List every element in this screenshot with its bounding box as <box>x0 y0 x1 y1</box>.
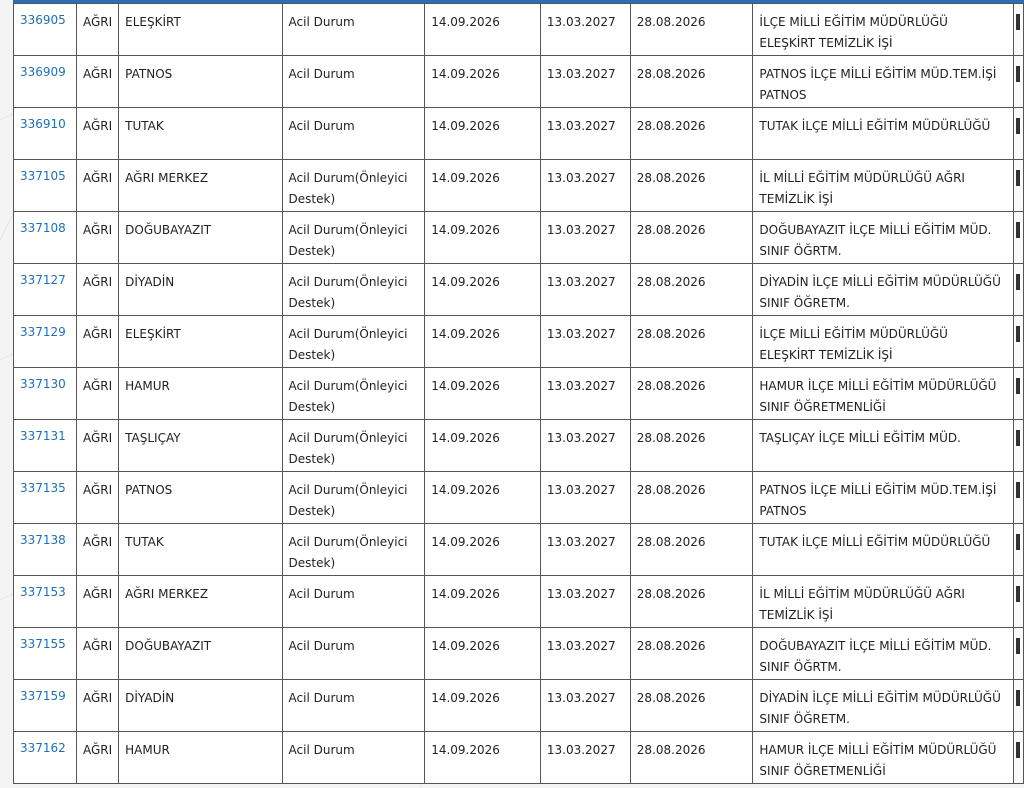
cell-id <box>14 4 77 56</box>
cell-city: AĞRI <box>76 472 118 524</box>
cell-date: 28.08.2026 <box>630 628 753 680</box>
record-id-link[interactable]: 336909 <box>20 65 66 79</box>
cell-start-date: 14.09.2026 <box>425 472 541 524</box>
cell-city: AĞRI <box>76 160 118 212</box>
cell-start-date: 14.09.2026 <box>425 420 541 472</box>
record-id-link[interactable]: 336910 <box>20 117 66 131</box>
cutoff-marker <box>1016 586 1020 602</box>
cell-id <box>14 316 77 368</box>
cell-end-date: 13.03.2027 <box>540 420 630 472</box>
cell-unit: İL MİLLİ EĞİTİM MÜDÜRLÜĞÜ AĞRI TEMİZLİK İŞİ <box>753 576 1014 628</box>
record-id-link[interactable]: 337127 <box>20 273 66 287</box>
cell-district: DOĞUBAYAZIT <box>119 628 282 680</box>
cell-end-date: 13.03.2027 <box>540 108 630 160</box>
table-row <box>14 472 1024 524</box>
cell-id <box>14 732 77 784</box>
cell-id <box>14 108 77 160</box>
cell-id <box>14 524 77 576</box>
cell-date: 28.08.2026 <box>630 576 753 628</box>
cell-unit: TUTAK İLÇE MİLLİ EĞİTİM MÜDÜRLÜĞÜ <box>753 524 1014 576</box>
cell-district: HAMUR <box>119 368 282 420</box>
cell-district: PATNOS <box>119 56 282 108</box>
cell-cutoff <box>1013 628 1023 680</box>
record-id-link[interactable]: 337153 <box>20 585 66 599</box>
record-id-link[interactable]: 337130 <box>20 377 66 391</box>
cell-id <box>14 472 77 524</box>
cell-district: PATNOS <box>119 472 282 524</box>
cell-end-date: 13.03.2027 <box>540 316 630 368</box>
cell-type: Acil Durum <box>282 56 425 108</box>
cell-city: AĞRI <box>76 732 118 784</box>
cell-id <box>14 368 77 420</box>
cell-city: AĞRI <box>76 264 118 316</box>
record-id-link[interactable]: 337135 <box>20 481 66 495</box>
record-id-link[interactable]: 337131 <box>20 429 66 443</box>
cell-unit: DİYADİN İLÇE MİLLİ EĞİTİM MÜDÜRLÜĞÜ SINIF ÖĞRETM. <box>753 680 1014 732</box>
cell-start-date: 14.09.2026 <box>425 576 541 628</box>
cell-date: 28.08.2026 <box>630 264 753 316</box>
cell-end-date: 13.03.2027 <box>540 212 630 264</box>
cell-id <box>14 212 77 264</box>
cutoff-marker <box>1016 690 1020 706</box>
cell-cutoff <box>1013 160 1023 212</box>
cell-type: Acil Durum(Önleyici Destek) <box>282 524 425 576</box>
cell-district: ELEŞKİRT <box>119 316 282 368</box>
table-row <box>14 576 1024 628</box>
cell-type: Acil Durum(Önleyici Destek) <box>282 472 425 524</box>
cell-end-date: 13.03.2027 <box>540 264 630 316</box>
cell-district: HAMUR <box>119 732 282 784</box>
cell-city: AĞRI <box>76 56 118 108</box>
cell-start-date: 14.09.2026 <box>425 4 541 56</box>
cell-id <box>14 264 77 316</box>
cell-end-date: 13.03.2027 <box>540 576 630 628</box>
cell-date: 28.08.2026 <box>630 56 753 108</box>
cell-type: Acil Durum <box>282 732 425 784</box>
cell-cutoff <box>1013 472 1023 524</box>
cell-unit: TUTAK İLÇE MİLLİ EĞİTİM MÜDÜRLÜĞÜ <box>753 108 1014 160</box>
cell-cutoff <box>1013 524 1023 576</box>
cell-type: Acil Durum <box>282 628 425 680</box>
table-row <box>14 628 1024 680</box>
cell-cutoff <box>1013 4 1023 56</box>
cell-city: AĞRI <box>76 4 118 56</box>
cell-city: AĞRI <box>76 368 118 420</box>
cell-district: TUTAK <box>119 524 282 576</box>
cell-unit: DİYADİN İLÇE MİLLİ EĞİTİM MÜDÜRLÜĞÜ SINIF ÖĞRETM. <box>753 264 1014 316</box>
cell-unit: DOĞUBAYAZIT İLÇE MİLLİ EĞİTİM MÜD. SINIF ÖĞRTM. <box>753 628 1014 680</box>
cell-city: AĞRI <box>76 680 118 732</box>
cell-city: AĞRI <box>76 420 118 472</box>
cell-id <box>14 576 77 628</box>
cutoff-marker <box>1016 222 1020 238</box>
record-id-link[interactable]: 337138 <box>20 533 66 547</box>
cell-unit: DOĞUBAYAZIT İLÇE MİLLİ EĞİTİM MÜD. SINIF ÖĞRTM. <box>753 212 1014 264</box>
cell-date: 28.08.2026 <box>630 732 753 784</box>
cell-city: AĞRI <box>76 316 118 368</box>
cell-type: Acil Durum(Önleyici Destek) <box>282 160 425 212</box>
cell-date: 28.08.2026 <box>630 316 753 368</box>
record-id-link[interactable]: 337129 <box>20 325 66 339</box>
cutoff-marker <box>1016 742 1020 758</box>
cutoff-marker <box>1016 118 1020 134</box>
cell-end-date: 13.03.2027 <box>540 472 630 524</box>
table-row <box>14 264 1024 316</box>
cell-district: DİYADİN <box>119 264 282 316</box>
cutoff-marker <box>1016 482 1020 498</box>
cell-city: AĞRI <box>76 108 118 160</box>
table-row <box>14 420 1024 472</box>
cell-cutoff <box>1013 212 1023 264</box>
table-row <box>14 316 1024 368</box>
cell-date: 28.08.2026 <box>630 4 753 56</box>
cell-id <box>14 628 77 680</box>
cutoff-marker <box>1016 534 1020 550</box>
cutoff-marker <box>1016 170 1020 186</box>
cell-city: AĞRI <box>76 212 118 264</box>
cell-district: DOĞUBAYAZIT <box>119 212 282 264</box>
cell-date: 28.08.2026 <box>630 420 753 472</box>
cell-district: ELEŞKİRT <box>119 4 282 56</box>
cutoff-marker <box>1016 14 1020 30</box>
cell-end-date: 13.03.2027 <box>540 160 630 212</box>
cell-end-date: 13.03.2027 <box>540 732 630 784</box>
cell-start-date: 14.09.2026 <box>425 108 541 160</box>
cell-district: TUTAK <box>119 108 282 160</box>
cell-end-date: 13.03.2027 <box>540 4 630 56</box>
cell-unit: PATNOS İLÇE MİLLİ EĞİTİM MÜD.TEM.İŞİ PATNOS <box>753 56 1014 108</box>
cell-district: DİYADİN <box>119 680 282 732</box>
record-id-link[interactable]: 337155 <box>20 637 66 651</box>
table-row <box>14 56 1024 108</box>
cell-unit: İL MİLLİ EĞİTİM MÜDÜRLÜĞÜ AĞRI TEMİZLİK İŞİ <box>753 160 1014 212</box>
record-id-link[interactable]: 336905 <box>20 13 66 27</box>
cell-type: Acil Durum(Önleyici Destek) <box>282 212 425 264</box>
record-id-link[interactable]: 337105 <box>20 169 66 183</box>
cutoff-marker <box>1016 638 1020 654</box>
cell-start-date: 14.09.2026 <box>425 368 541 420</box>
cell-date: 28.08.2026 <box>630 524 753 576</box>
cell-type: Acil Durum <box>282 4 425 56</box>
cell-start-date: 14.09.2026 <box>425 732 541 784</box>
cell-id <box>14 420 77 472</box>
cell-type: Acil Durum(Önleyici Destek) <box>282 264 425 316</box>
cell-type: Acil Durum(Önleyici Destek) <box>282 368 425 420</box>
table-row <box>14 524 1024 576</box>
cell-start-date: 14.09.2026 <box>425 524 541 576</box>
cutoff-marker <box>1016 66 1020 82</box>
cell-end-date: 13.03.2027 <box>540 524 630 576</box>
cell-start-date: 14.09.2026 <box>425 212 541 264</box>
cell-end-date: 13.03.2027 <box>540 368 630 420</box>
cell-district: AĞRI MERKEZ <box>119 160 282 212</box>
cell-city: AĞRI <box>76 576 118 628</box>
cell-cutoff <box>1013 680 1023 732</box>
cell-start-date: 14.09.2026 <box>425 316 541 368</box>
cutoff-marker <box>1016 326 1020 342</box>
cell-type: Acil Durum <box>282 680 425 732</box>
record-id-link[interactable]: 337108 <box>20 221 66 235</box>
cell-start-date: 14.09.2026 <box>425 160 541 212</box>
cell-type: Acil Durum(Önleyici Destek) <box>282 420 425 472</box>
cell-cutoff <box>1013 420 1023 472</box>
cell-id <box>14 160 77 212</box>
cell-date: 28.08.2026 <box>630 108 753 160</box>
table-row <box>14 212 1024 264</box>
cell-start-date: 14.09.2026 <box>425 56 541 108</box>
cutoff-marker <box>1016 430 1020 446</box>
cell-cutoff <box>1013 56 1023 108</box>
table-row <box>14 4 1024 56</box>
cutoff-marker <box>1016 378 1020 394</box>
cell-unit: HAMUR İLÇE MİLLİ EĞİTİM MÜDÜRLÜĞÜ SINIF ÖĞRETMENLİĞİ <box>753 368 1014 420</box>
cell-type: Acil Durum <box>282 576 425 628</box>
cell-date: 28.08.2026 <box>630 472 753 524</box>
cell-cutoff <box>1013 264 1023 316</box>
cell-end-date: 13.03.2027 <box>540 680 630 732</box>
table-row <box>14 368 1024 420</box>
cell-unit: PATNOS İLÇE MİLLİ EĞİTİM MÜD.TEM.İŞİ PATNOS <box>753 472 1014 524</box>
cell-city: AĞRI <box>76 524 118 576</box>
cell-unit: HAMUR İLÇE MİLLİ EĞİTİM MÜDÜRLÜĞÜ SINIF ÖĞRETMENLİĞİ <box>753 732 1014 784</box>
results-table <box>13 3 1024 784</box>
table-row <box>14 680 1024 732</box>
cutoff-marker <box>1016 274 1020 290</box>
cell-cutoff <box>1013 108 1023 160</box>
record-id-link[interactable]: 337159 <box>20 689 66 703</box>
cell-unit: İLÇE MİLLİ EĞİTİM MÜDÜRLÜĞÜ ELEŞKİRT TEMİZLİK İŞİ <box>753 4 1014 56</box>
cell-date: 28.08.2026 <box>630 212 753 264</box>
record-id-link[interactable]: 337162 <box>20 741 66 755</box>
cell-end-date: 13.03.2027 <box>540 56 630 108</box>
cell-end-date: 13.03.2027 <box>540 628 630 680</box>
cell-unit: İLÇE MİLLİ EĞİTİM MÜDÜRLÜĞÜ ELEŞKİRT TEMİZLİK İŞİ <box>753 316 1014 368</box>
cell-cutoff <box>1013 732 1023 784</box>
cell-date: 28.08.2026 <box>630 160 753 212</box>
cell-date: 28.08.2026 <box>630 368 753 420</box>
cell-date: 28.08.2026 <box>630 680 753 732</box>
cell-start-date: 14.09.2026 <box>425 628 541 680</box>
cell-cutoff <box>1013 576 1023 628</box>
cell-district: AĞRI MERKEZ <box>119 576 282 628</box>
table-row <box>14 108 1024 160</box>
cell-type: Acil Durum(Önleyici Destek) <box>282 316 425 368</box>
cell-district: TAŞLIÇAY <box>119 420 282 472</box>
cell-start-date: 14.09.2026 <box>425 264 541 316</box>
cell-cutoff <box>1013 368 1023 420</box>
cell-type: Acil Durum <box>282 108 425 160</box>
cell-start-date: 14.09.2026 <box>425 680 541 732</box>
cell-id <box>14 680 77 732</box>
cell-city: AĞRI <box>76 628 118 680</box>
cell-unit: TAŞLIÇAY İLÇE MİLLİ EĞİTİM MÜD. <box>753 420 1014 472</box>
table-row <box>14 160 1024 212</box>
cell-cutoff <box>1013 316 1023 368</box>
cell-id <box>14 56 77 108</box>
table-row <box>14 732 1024 784</box>
